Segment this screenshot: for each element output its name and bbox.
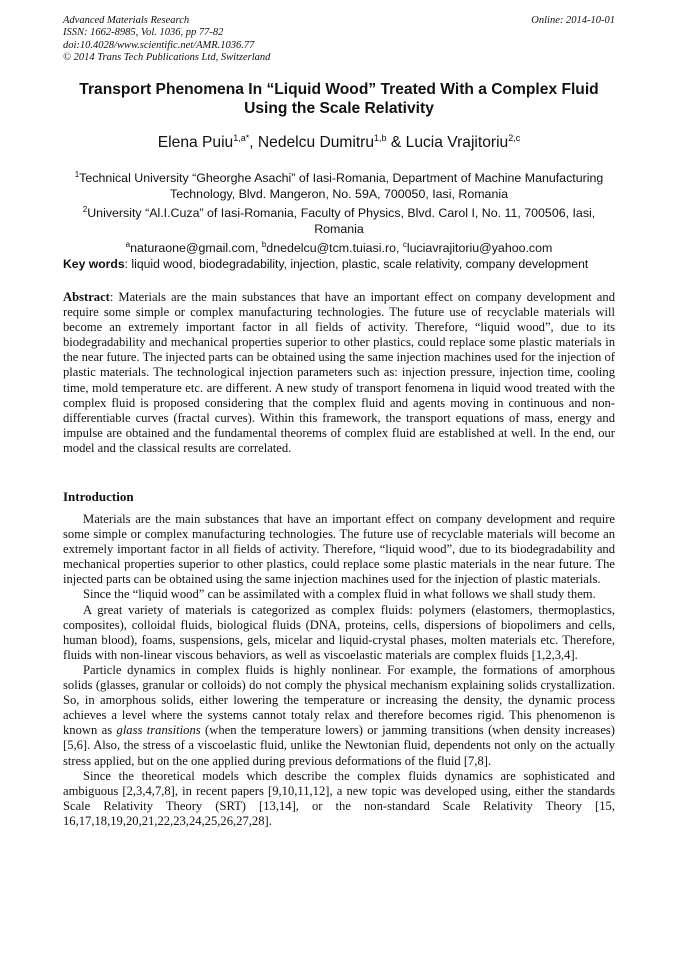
abstract-label: Abstract <box>63 290 110 304</box>
introduction-body <box>63 512 615 829</box>
keywords-text: : liquid wood, biodegradability, injection, plastic, scale relativity, company development <box>124 257 589 271</box>
copyright-line: © 2014 Trans Tech Publications Ltd, Switzerland <box>63 51 271 63</box>
author-list <box>40 133 638 152</box>
email-link[interactable]: luciavrajitoriu@yahoo.com <box>406 241 553 256</box>
keywords-label: Key words <box>63 257 125 271</box>
paragraph: Since the “liquid wood” can be assimilated with a complex fluid in what follows we shall study them. <box>83 587 596 602</box>
author-sup: 1,b <box>374 133 387 143</box>
paragraph: Particle dynamics in complex fluids is highly nonlinear. For example, the formations of amorphous solids (glasses, granular or colloids) do not comply the physical mechanism explaining solids crystallization. So, in amorphous solids, either lowering the temperature or increasing the density, the dynamic process achieves a level where the systems cannot totaly relax and therefore becomes rigid. This phenomenon is known as glass transitions (when the temperature lowers) or jamming transitions (when density increases) [5,6]. Also, the stress of a viscoelastic fluid, unlike the Newtonian fluid, dependents not only on the actually stress applied, but on the one applied during previous deformations of the fluid [7,8]. <box>63 662 615 768</box>
author-sup: 1,a* <box>233 133 250 143</box>
section-heading: Introduction <box>63 489 134 504</box>
paragraph: A great variety of materials is categorized as complex fluids: polymers (elastomers, thermoplastics, composites), colloidal fluids, biological fluids (DNA, proteins, cells, dispersions of biopolimers and cells, human blood), foams, suspensions, gels, micelar and liquid-crystal phases, molten materials etc. Therefore, fluids with non-linear viscous behaviors, as well as viscoelastic materials are complex fluids [1,2,3,4]. <box>63 602 615 662</box>
keywords <box>63 257 615 271</box>
journal-name: Advanced Materials Research <box>63 15 190 26</box>
author-separator: , <box>249 134 258 152</box>
title-line-2: Using the Scale Relativity <box>244 99 434 117</box>
abstract-text: : Materials are the main substances that have an important effect on company development and require some simple or complex manufacturing technologies. The future use of recyclable materials will become an extremely important factor in all fields of activity. Therefore, “liquid wood”, due to its biodegradability and mechanical properties superior to other plastics, could replace some plastic materials in the near future. The injected parts can be obtained using the same injection machines used for the injection of plastic materials. The technological injection parameters such as: injection pressure, injection time, cooling time, mold temperature etc. are different. A new study of transport fenomena in liquid wood treated with the complex fluid is proposed considering that the complex fluid and agents moving in continuous and non-differentiable curves (fractal curves). Within this framework, the transport equations of mass, energy and impulse are obtained and the fundamental theorems of complex fluid are established at well. In the end, our model and the classical results are correlated. <box>63 290 615 455</box>
paragraph: Materials are the main substances that have an important effect on company development and require some simple or complex manufacturing technologies. The future use of recyclable materials will become an extremely important factor in all fields of activity. Therefore, “liquid wood”, due to its biodegradability and mechanical properties superior to other plastics, could replace some plastic materials in the near future. The injected parts can be obtained using the same injection machines used for the injection of plastic materials. <box>63 512 615 587</box>
abstract <box>63 290 615 456</box>
author-separator: & <box>386 134 406 152</box>
affiliation-2: $^2$University “Al.I.Cuza” of Iasi-Romania, Faculty of Physics, Blvd. Carol I, No. 11, 700506, Iasi, Romania <box>82 205 596 237</box>
online-date: Online: 2014-10-01 <box>531 15 615 26</box>
email-link[interactable]: naturaone@gmail.com, <box>130 241 262 256</box>
paragraph: Since the theoretical models which describe the complex fluids dynamics are sophisticated and ambiguous [2,3,4,7,8], in recent papers [9,10,11,12], a new topic was developed using, either the standards Scale Relativity Theory (SRT) [13,14], or the non-standard Scale Relativity Theory [15, 16,17,18,19,20,21,22,23,24,25,26,27,28]. <box>63 768 615 828</box>
author-name: Nedelcu Dumitru <box>257 134 375 152</box>
paper-title <box>40 81 638 118</box>
author-emails: $^a$naturaone@gmail.com, $^b$dnedelcu@tcm.tuiasi.ro, $^c$luciavrajitoriu@yahoo.com <box>125 240 553 256</box>
author-sup: 2,c <box>508 133 521 143</box>
affiliations <box>70 167 608 256</box>
affiliation-1: $^1$Technical University “Gheorghe Asachi” of Iasi-Romania, Department of Machine Manufacturing Technology, Blvd. Mangeron, No. 59A, 700050, Iasi, Romania <box>74 170 604 202</box>
title-line-1: Transport Phenomena In “Liquid Wood” Treated With a Complex Fluid <box>79 81 599 98</box>
journal-header <box>63 15 615 64</box>
email-link[interactable]: dnedelcu@tcm.tuiasi.ro, <box>266 241 403 256</box>
doi-line: doi:10.4028/www.scientific.net/AMR.1036.77 <box>63 39 255 51</box>
issn-line: ISSN: 1662-8985, Vol. 1036, pp 77-82 <box>63 27 224 39</box>
author-name: Lucia Vrajitoriu <box>405 134 509 152</box>
author-name: Elena Puiu <box>157 134 234 152</box>
